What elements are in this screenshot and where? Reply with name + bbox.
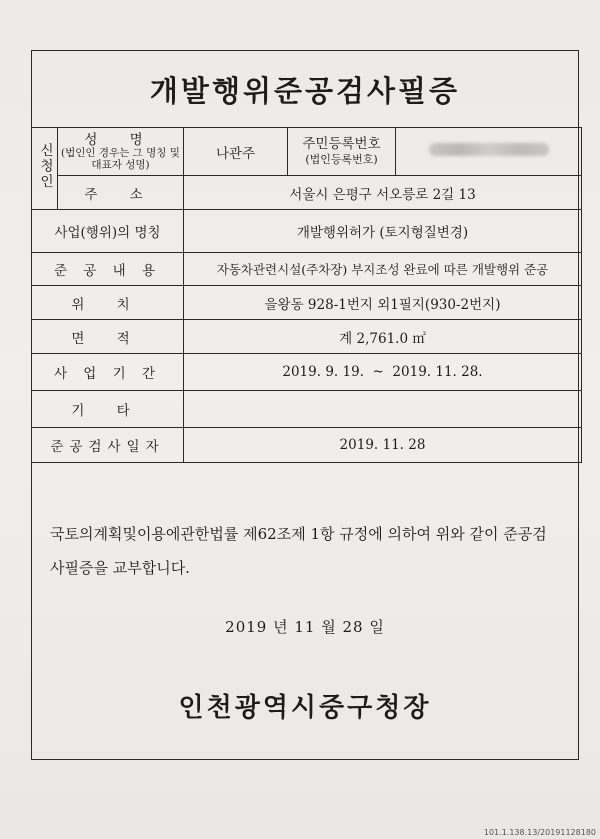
name-label: 성 명 — [84, 131, 157, 148]
applicant-label — [32, 128, 58, 210]
table-row — [32, 354, 582, 391]
row-value: 2019. 11. 28 — [184, 428, 582, 463]
row-label: 위 치 — [32, 286, 184, 320]
row-value: 계 2,761.0 ㎡ — [184, 320, 582, 354]
address-label: 주 소 — [58, 176, 184, 210]
row-label: 준공검사일자 — [32, 428, 184, 463]
row-value: 2019. 9. 19. ~ 2019. 11. 28. — [184, 354, 582, 391]
address-value: 서울시 은평구 서오릉로 2길 13 — [184, 176, 582, 210]
name-label-note: (법인인 경우는 그 명칭 및 대표자 성명) — [61, 146, 180, 171]
address-row — [32, 176, 582, 210]
id-label-cell — [288, 128, 396, 176]
row-value: 을왕동 928-1번지 외1필지(930-2번지) — [184, 286, 582, 320]
row-label: 사업(행위)의 명칭 — [32, 210, 184, 253]
row-label: 준 공 내 용 — [32, 253, 184, 286]
certificate-frame — [31, 50, 579, 760]
table-row — [32, 253, 582, 286]
id-label-note: (법인등록번호) — [305, 152, 378, 166]
document-title: 개발행위준공검사필증 — [149, 74, 461, 108]
row-label: 사 업 기 간 — [32, 354, 184, 391]
statement-text: 국토의계획및이용에관한법률 제62조제 1항 규정에 의하여 위와 같이 준공검사필증을 교부합니다. — [50, 525, 547, 577]
row-value — [184, 391, 582, 428]
applicant-label-text: 신청인 — [37, 142, 53, 190]
id-label: 주민등록번호 — [302, 135, 381, 152]
certificate-table — [31, 127, 582, 463]
name-label-cell — [58, 128, 184, 176]
id-value-cell — [396, 128, 582, 176]
issuer-name: 인천광역시중구청장 — [178, 693, 432, 723]
table-row — [32, 286, 582, 320]
redacted-id-blur — [429, 143, 549, 156]
row-label: 기 타 — [32, 391, 184, 428]
row-value: 개발행위허가 (토지형질변경) — [184, 210, 582, 253]
name-row — [32, 128, 582, 176]
table-row — [32, 391, 582, 428]
table-row — [32, 428, 582, 463]
footer-code: 101.1.138.13/20191128180 — [483, 828, 596, 837]
row-value: 자동차관련시설(주차장) 부지조성 완료에 따른 개발행위 준공 — [184, 253, 582, 286]
row-label: 면 적 — [32, 320, 184, 354]
issue-date: 2019 년 11 월 28 일 — [225, 618, 385, 636]
table-row — [32, 320, 582, 354]
table-row — [32, 210, 582, 253]
name-value: 나관주 — [184, 128, 288, 176]
